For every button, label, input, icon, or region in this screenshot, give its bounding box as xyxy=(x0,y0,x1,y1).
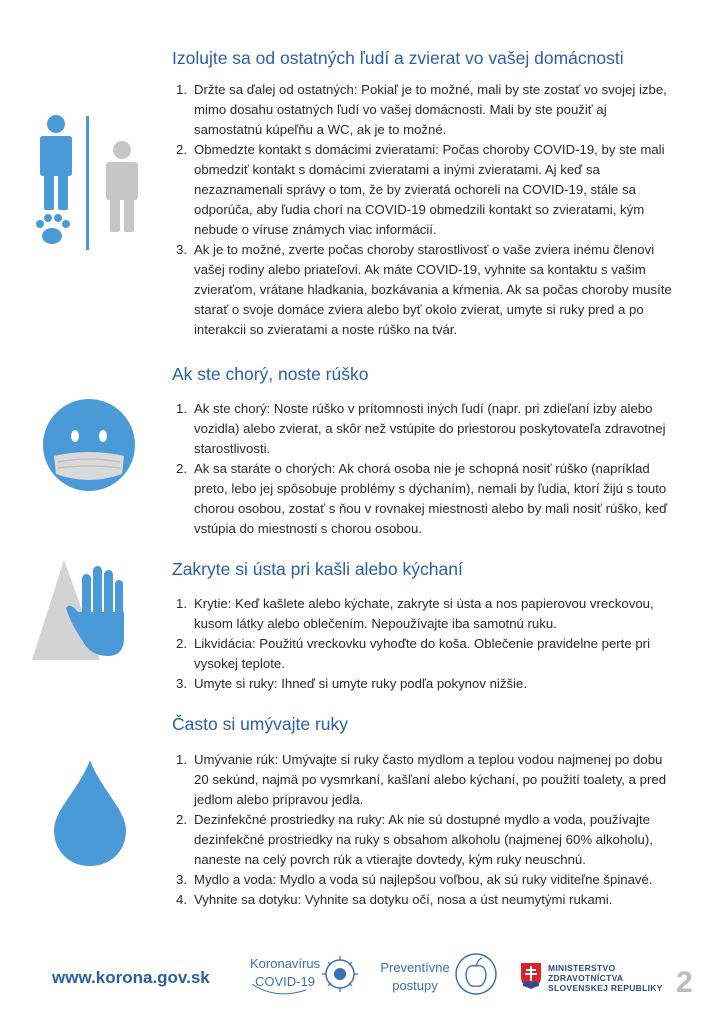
list-item xyxy=(176,634,696,674)
list-item-line: kusom látky alebo oblečením. Nepoužívajte iba samotnú ruku. xyxy=(194,616,557,631)
list-item-number: 2. xyxy=(176,142,187,157)
list-item-number: 1. xyxy=(176,82,187,97)
ministry-label: MINISTERSTVO ZDRAVOTNÍCTVA SLOVENSKEJ REPUBLIKY xyxy=(548,963,663,993)
list-item-line: Mydlo a voda: Mydlo a voda sú najlepšou voľbou, ak sú ruky viditeľne špinavé. xyxy=(194,872,653,887)
section-1-title: Izolujte sa od ostatných ľudí a zvierat vo vašej domácnosti xyxy=(172,48,624,68)
list-item-line: preto, lebo jej spôsobuje problémy s dýchaním), nemali by ľudia, ktorí žijú s touto xyxy=(194,481,667,496)
list-item-line: jedlom alebo prípravou jedla. xyxy=(194,792,364,807)
list-item xyxy=(176,870,696,890)
isolation-icon xyxy=(30,112,150,252)
page-number: 2 xyxy=(676,966,693,999)
list-item-line: Vyhnite sa dotyku: Vyhnite sa dotyku očí, nosa a úst neumytými rukami. xyxy=(194,892,613,907)
list-item-line: nezaznamenali správy o tom, že by zvieratá ochoreli na COVID-19, stále sa xyxy=(194,182,636,197)
list-item xyxy=(176,459,696,539)
list-item-line: Dezinfekčné prostriedky na ruky: Ak nie sú dostupné mydlo a voda, používajte xyxy=(194,812,650,827)
list-item-line: zvieraťom, vrátane hladkania, bozkávania a kŕmenia. Ak sa počas choroby musíte xyxy=(194,282,672,297)
list-item-line: interakcii so zvieratami a noste rúško na tvár. xyxy=(194,322,458,337)
list-item-line: samostatnú kúpeľňu a WC, ak je to možné. xyxy=(194,122,447,137)
list-item-number: 3. xyxy=(176,676,187,691)
section-2-title: Ak ste chorý, noste rúško xyxy=(172,364,369,384)
face-mask-icon xyxy=(42,398,136,492)
list-item-number: 3. xyxy=(176,242,187,257)
cover-hand-icon xyxy=(30,556,140,666)
list-item-line: naneste na celý povrch rúk a vtierajte dovtedy, kým ruky neuschnú. xyxy=(194,852,586,867)
list-item-number: 1. xyxy=(176,401,187,416)
list-item-number: 4. xyxy=(176,892,187,907)
list-item-line: nebude o víruse známych viac informácií. xyxy=(194,222,437,237)
section-3-list xyxy=(176,594,696,694)
list-item xyxy=(176,810,696,870)
list-item-line: obmedziť kontakt s domácimi zvieratami a inými zvieratami. Aj keď sa xyxy=(194,162,600,177)
list-item xyxy=(176,750,696,810)
list-item-number: 1. xyxy=(176,596,187,611)
list-item xyxy=(176,594,696,634)
list-item-line: vysokej teplote. xyxy=(194,656,285,671)
list-item-number: 2. xyxy=(176,461,187,476)
logo-covid-label: COVID-19 xyxy=(255,974,315,989)
logo-steps-label: postupy xyxy=(392,978,438,993)
list-item xyxy=(176,890,696,910)
section-2-list xyxy=(176,399,696,539)
list-item xyxy=(176,140,696,240)
water-drop-icon xyxy=(50,758,130,868)
section-3-title: Zakryte si ústa pri kašli alebo kýchaní xyxy=(172,559,463,579)
list-item-line: starať o svoje domáce zviera alebo byť okolo zvierat, umyte si ruky pred a po xyxy=(194,302,644,317)
slovak-coat-of-arms-icon xyxy=(520,962,542,990)
list-item-number: 2. xyxy=(176,636,187,651)
list-item-line: starostlivosti. xyxy=(194,441,271,456)
list-item-line: Držte sa ďalej od ostatných: Pokiaľ je to možné, mali by ste zostať vo svojej izbe, xyxy=(194,82,667,97)
list-item-line: Ak sa staráte o chorých: Ak chorá osoba nie je schopná nosiť rúško (napríklad xyxy=(194,461,650,476)
list-item-line: Krytie: Keď kašlete alebo kýchate, zakryte si ústa a nos papierovou vreckovou, xyxy=(194,596,654,611)
section-1-list xyxy=(176,80,696,340)
section-4-title: Často si umývajte ruky xyxy=(172,714,349,734)
logo-preventive-label: Preventívne xyxy=(380,960,450,975)
list-item xyxy=(176,399,696,459)
list-item-number: 3. xyxy=(176,872,187,887)
list-item-line: Obmedzte kontakt s domácimi zvieratami: Počas choroby COVID-19, by ste mali xyxy=(194,142,665,157)
list-item-line: dezinfekčné prostriedky na ruky s obsahom alkoholu (najmenej 60% alkoholu), xyxy=(194,832,653,847)
list-item-line: Umyte si ruky: Ihneď si umyte ruky podľa pokynov nižšie. xyxy=(194,676,527,691)
list-item xyxy=(176,674,696,694)
list-item xyxy=(176,80,696,140)
logo-coronavirus-label: Koronavírus xyxy=(250,956,321,971)
list-item-line: Umývanie rúk: Umývajte si ruky často mydlom a teplou vodou najmenej po dobu xyxy=(194,752,663,767)
list-item-line: vašej rodiny alebo priateľovi. Ak máte COVID-19, vyhnite sa kontaktu s vašim xyxy=(194,262,646,277)
list-item-line: vozidla) alebo zvierat, a skôr než vstúpite do priestorou poskytovateľa zdravotnej xyxy=(194,421,666,436)
section-4-list xyxy=(176,750,696,910)
list-item-line: Ak ste chorý: Noste rúško v prítomnosti iných ľudí (napr. pri zdieľaní izby alebo xyxy=(194,401,653,416)
list-item-line: Likvidácia: Použitú vreckovku vyhoďte do koša. Oblečenie pravidelne perte pri xyxy=(194,636,650,651)
list-item-line: 20 sekúnd, najmä po vysmrkaní, kašľaní alebo kýchaní, po použití toalety, a pred xyxy=(194,772,667,787)
list-item-line: odporúča, aby ľudia chorí na COVID-19 obmedzili kontakt so zvieratami, kým xyxy=(194,202,645,217)
list-item-line: Ak je to možné, zverte počas choroby starostlivosť o vaše zviera inému členovi xyxy=(194,242,655,257)
list-item-number: 2. xyxy=(176,812,187,827)
list-item xyxy=(176,240,696,340)
list-item-line: mimo dosahu ostatných ľudí vo vašej domácnosti. Mali by ste použiť aj xyxy=(194,102,607,117)
list-item-line: vstúpia do miestnosti s chorou osobou. xyxy=(194,521,422,536)
website-link[interactable]: www.korona.gov.sk xyxy=(52,968,210,987)
list-item-number: 1. xyxy=(176,752,187,767)
list-item-line: chorou osobou, zostať s ňou v rovnakej miestnosti alebo by mali nosiť rúško, keď xyxy=(194,501,668,516)
